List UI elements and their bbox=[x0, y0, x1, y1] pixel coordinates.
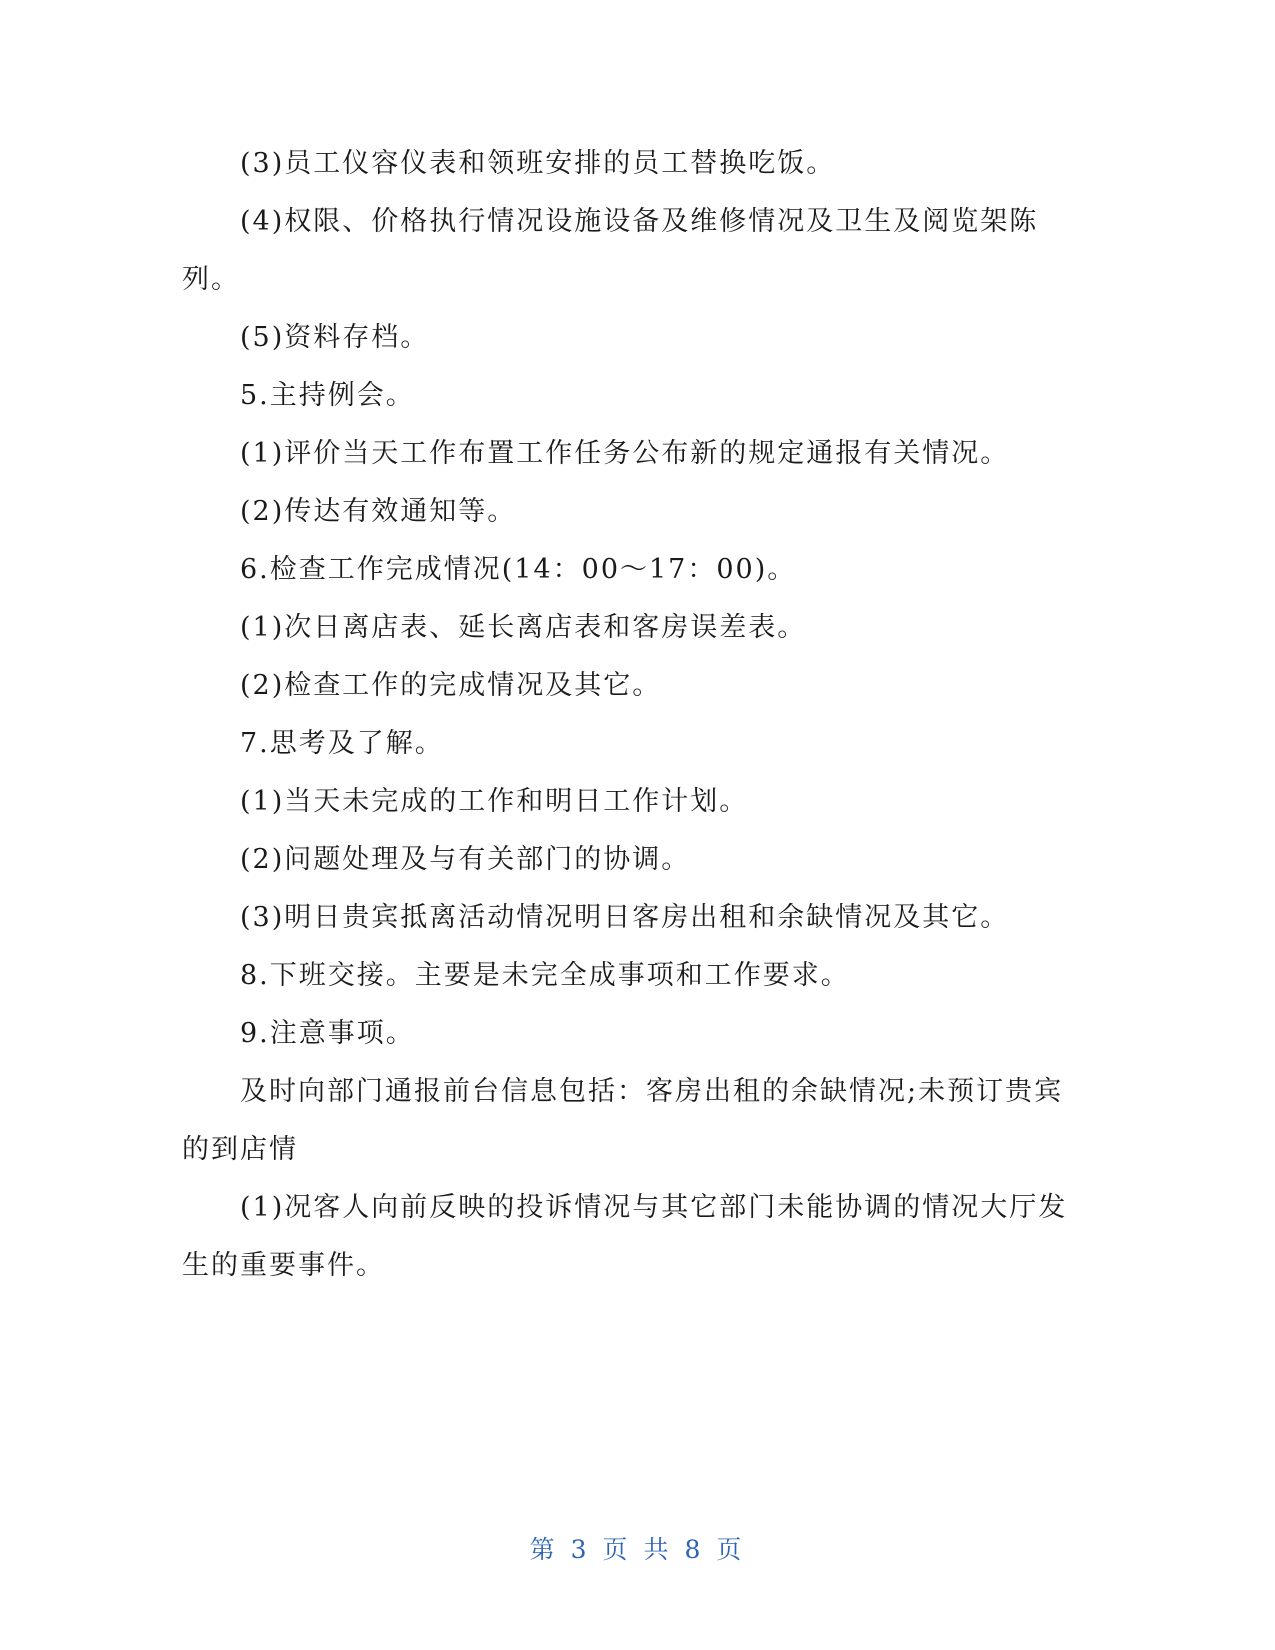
footer-current-page: 3 bbox=[570, 1535, 591, 1564]
paragraph: (5)资料存档。 bbox=[240, 322, 430, 353]
paragraph: 6.检查工作完成情况(14：00～17：00)。 bbox=[240, 554, 797, 585]
footer-total-pages: 8 bbox=[684, 1535, 705, 1564]
paragraph: 5.主持例会。 bbox=[240, 380, 415, 411]
paragraph: (1)次日离店表、延长离店表和客房误差表。 bbox=[240, 612, 807, 643]
paragraph: (2)传达有效通知等。 bbox=[240, 496, 517, 527]
paragraph: (2)检查工作的完成情况及其它。 bbox=[240, 670, 662, 701]
paragraph: (2)问题处理及与有关部门的协调。 bbox=[240, 844, 691, 875]
paragraph: 9.注意事项。 bbox=[240, 1018, 415, 1049]
paragraph: (3)明日贵宾抵离活动情况明日客房出租和余缺情况及其它。 bbox=[240, 902, 1010, 933]
paragraph: 及时向部门通报前台信息包括：客房出租的余缺情况;未预订贵宾的到店情 bbox=[182, 1076, 1064, 1165]
paragraph: 8.下班交接。主要是未完全成事项和工作要求。 bbox=[240, 960, 850, 991]
footer-prefix: 第 bbox=[529, 1535, 559, 1564]
paragraph: (3)员工仪容仪表和领班安排的员工替换吃饭。 bbox=[240, 148, 836, 179]
paragraph: (4)权限、价格执行情况设施设备及维修情况及卫生及阅览架陈列。 bbox=[182, 206, 1039, 295]
paragraph: (1)当天未完成的工作和明日工作计划。 bbox=[240, 786, 749, 817]
footer-middle: 页 共 bbox=[602, 1535, 673, 1564]
paragraph: 7.思考及了解。 bbox=[240, 728, 444, 759]
footer-suffix: 页 bbox=[716, 1535, 746, 1564]
page-footer bbox=[0, 1530, 1275, 1566]
document-body bbox=[182, 135, 1082, 1295]
paragraph: (1)况客人向前反映的投诉情况与其它部门未能协调的情况大厅发生的重要事件。 bbox=[182, 1192, 1068, 1281]
paragraph: (1)评价当天工作布置工作任务公布新的规定通报有关情况。 bbox=[240, 438, 1010, 469]
